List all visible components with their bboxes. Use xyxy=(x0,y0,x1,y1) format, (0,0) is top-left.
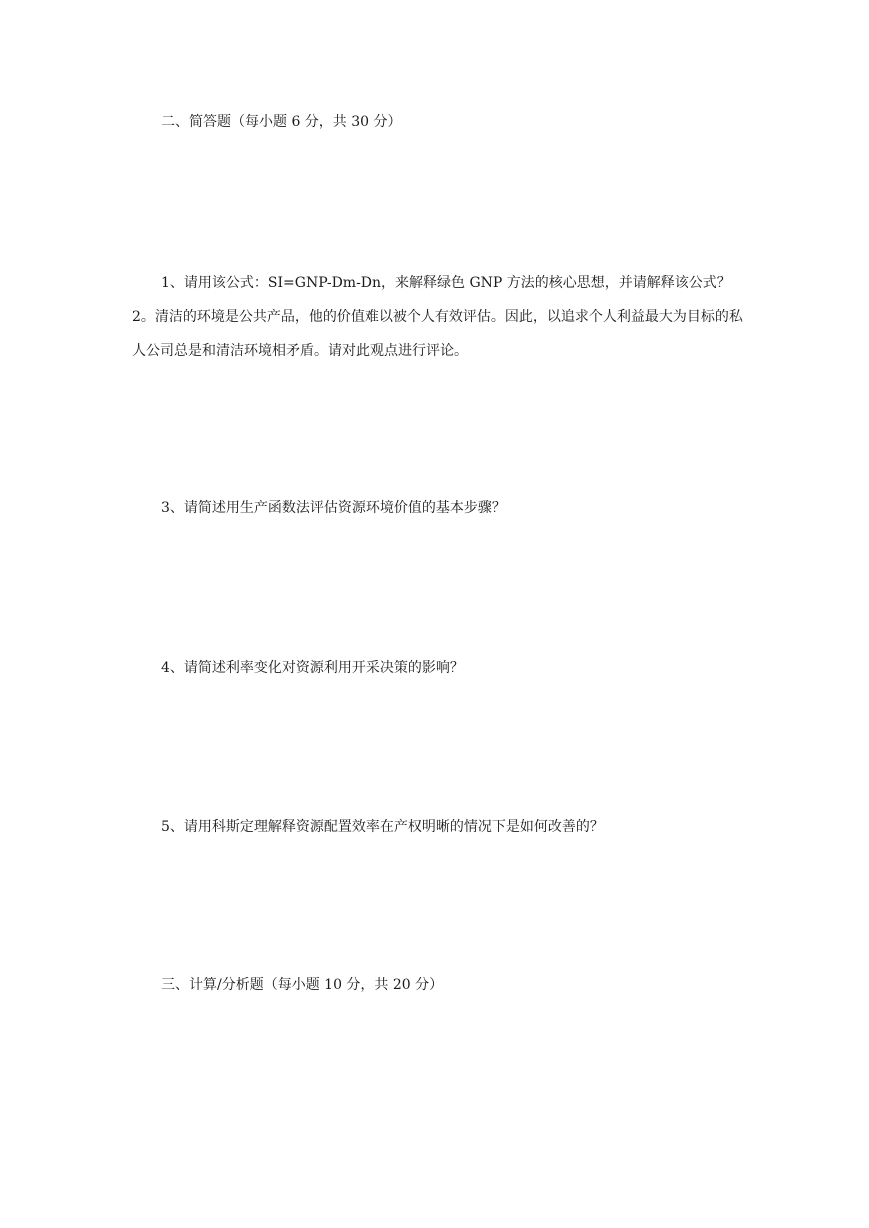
question-3: 3、请简述用生产函数法评估资源环境价值的基本步骤？ xyxy=(161,500,506,516)
question-4: 4、请简述利率变化对资源利用开采决策的影响？ xyxy=(161,660,464,676)
question-1-2-paragraph: 1、请用该公式：SI=GNP-Dm-Dn，来解释绿色 GNP 方法的核心思想，并请解释该公式？2。清洁的环境是公共产品，他的价值难以被个人有效评估。因此，以追求个人利益最大为目标的私人公司总是和清洁环境相矛盾。请对此观点进行评论。 xyxy=(132,275,743,359)
section-3-heading: 三、计算/分析题（每小题 10 分，共 20 分） xyxy=(161,977,444,993)
section-2-heading: 二、简答题（每小题 6 分，共 30 分） xyxy=(161,114,402,130)
question-5: 5、请用科斯定理解释资源配置效率在产权明晰的情况下是如何改善的？ xyxy=(161,819,604,835)
